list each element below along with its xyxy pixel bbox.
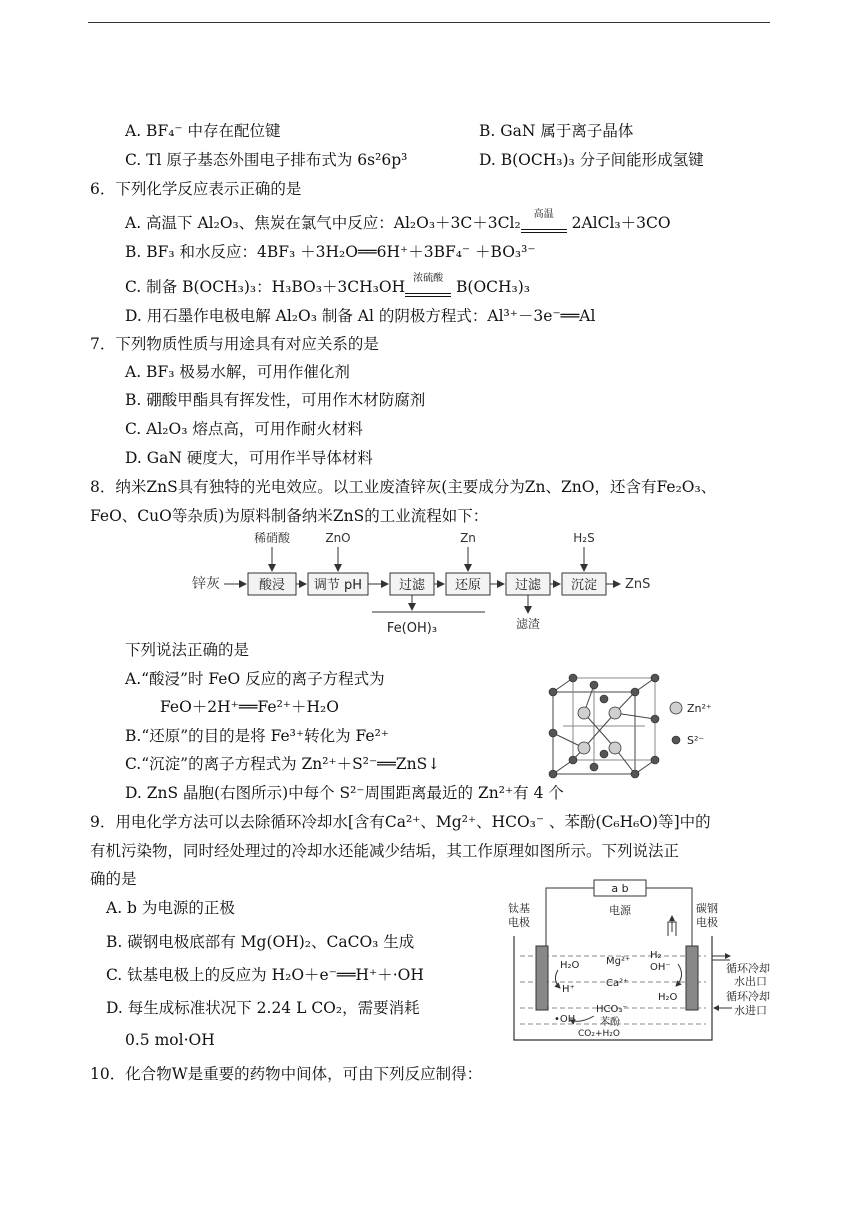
flow-box-label-3: 过滤 bbox=[398, 578, 426, 593]
q7-option-d: D. GaN 硬度大，可用作半导体材料 bbox=[125, 449, 373, 467]
legend-s-label: S²⁻ bbox=[687, 734, 705, 747]
flow-end: ZnS bbox=[625, 577, 651, 592]
reagent-zn: Zn bbox=[460, 531, 476, 545]
flow-box-label-1: 酸浸 bbox=[258, 578, 286, 593]
q8-flow-diagram bbox=[180, 530, 670, 640]
right-electrode-label-2: 电极 bbox=[696, 916, 718, 929]
q8-stem-line1: 8．纳米ZnS具有独特的光电效应。以工业废渣锌灰(主要成分为Zn、ZnO，还含有Fe₂O₃、 bbox=[90, 478, 717, 496]
q9-cell-diagram bbox=[500, 876, 800, 1048]
species-oh-radical: •OH bbox=[554, 1014, 576, 1025]
q6-option-c bbox=[125, 273, 531, 297]
species-co2: CO₂+H₂O bbox=[578, 1029, 620, 1039]
flow-start: 锌灰 bbox=[192, 576, 220, 592]
flow-box-label-5: 过滤 bbox=[514, 578, 542, 593]
species-h-plus: H⁺ bbox=[562, 984, 575, 995]
species-h2: H₂ bbox=[650, 950, 662, 961]
left-electrode-label-1: 钛基 bbox=[508, 902, 530, 915]
q6-stem: 6．下列化学反应表示正确的是 bbox=[90, 180, 302, 198]
species-mg: Mg²⁺ bbox=[606, 956, 631, 967]
q5-option-a: A. BF₄⁻ 中存在配位键 bbox=[125, 122, 281, 140]
q6-option-b: B. BF₃ 和水反应：4BF₃ ＋3H₂O══6H⁺＋3BF₄⁻ ＋BO₃³⁻ bbox=[125, 243, 536, 261]
q5-option-d: D. B(OCH₃)₃ 分子间能形成氢键 bbox=[479, 151, 704, 169]
titanium-electrode bbox=[536, 946, 548, 1010]
q9-option-a: A. b 为电源的正极 bbox=[106, 899, 235, 917]
q9-option-d-line1: D. 每生成标准状况下 2.24 L CO₂，需要消耗 bbox=[106, 999, 420, 1017]
q6-c-arrow bbox=[405, 273, 451, 297]
q6-c-right: B(OCH₃)₃ bbox=[451, 278, 531, 296]
q6-c-condition: 浓硫酸 bbox=[413, 273, 444, 284]
q6-c-left: C. 制备 B(OCH₃)₃：H₃BO₃＋3CH₃OH bbox=[125, 278, 406, 296]
q8-option-a-line1: A.“酸浸”时 FeO 反应的离子方程式为 bbox=[125, 670, 385, 688]
species-ca: Ca²⁺ bbox=[606, 978, 629, 989]
power-terminals: a b bbox=[611, 882, 629, 895]
left-electrode-label-2: 电极 bbox=[508, 916, 530, 929]
q9-option-c: C. 钛基电极上的反应为 H₂O＋e⁻══H⁺＋·OH bbox=[106, 966, 424, 984]
species-phenol: 苯酚 bbox=[600, 1017, 620, 1028]
outlet-label-2: 水出口 bbox=[734, 975, 767, 988]
q9-stem-line1: 9．用电化学方法可以去除循环冷却水[含有Ca²⁺、Mg²⁺、HCO₃⁻ 、苯酚(C₆H₆O)等]中的 bbox=[90, 813, 711, 831]
zns-unit-cell bbox=[545, 672, 735, 782]
q8-option-a-line2: FeO＋2H⁺══Fe²⁺＋H₂O bbox=[160, 698, 339, 716]
reagent-nitric-acid: 稀硝酸 bbox=[253, 531, 291, 545]
q7-option-b: B. 硼酸甲酯具有挥发性，可用作木材防腐剂 bbox=[125, 391, 426, 409]
outlet-label-1: 循环冷却 bbox=[726, 962, 770, 975]
q5-option-b: B. GaN 属于离子晶体 bbox=[479, 122, 634, 140]
output-residue: 滤渣 bbox=[515, 617, 541, 631]
q6-a-left: A. 高温下 Al₂O₃、焦炭在氯气中反应：Al₂O₃＋3C＋3Cl₂ bbox=[125, 214, 521, 232]
q6-a-condition: 高温 bbox=[533, 209, 554, 220]
q9-stem-line3: 确的是 bbox=[90, 870, 137, 888]
q6-a-arrow bbox=[521, 209, 567, 233]
q8-prompt: 下列说法正确的是 bbox=[125, 641, 250, 659]
species-h2o-right: H₂O bbox=[658, 992, 678, 1003]
output-fe-oh3: Fe(OH)₃ bbox=[386, 621, 438, 636]
flow-box-label-2: 调节 pH bbox=[313, 578, 363, 593]
legend-s-swatch bbox=[672, 736, 680, 744]
reagent-h2s: H₂S bbox=[573, 531, 595, 545]
species-h2o-left: H₂O bbox=[560, 960, 580, 971]
q10-stem: 10．化合物W是重要的药物中间体，可由下列反应制得： bbox=[90, 1065, 483, 1083]
carbon-steel-electrode bbox=[686, 946, 698, 1010]
q6-option-a bbox=[125, 209, 671, 233]
q6-option-d: D. 用石墨作电极电解 Al₂O₃ 制备 Al 的阴极方程式：Al³⁺－3e⁻══Al bbox=[125, 307, 596, 325]
q9-stem-line2: 有机污染物，同时经处理过的冷却水还能减少结垢，其工作原理如图所示。下列说法正 bbox=[90, 842, 680, 860]
header-rule bbox=[88, 22, 770, 23]
species-oh-minus: OH⁻ bbox=[650, 962, 671, 973]
legend-zn-swatch bbox=[670, 702, 682, 714]
q8-option-d: D. ZnS 晶胞(右图所示)中每个 S²⁻周围距离最近的 Zn²⁺有 4 个 bbox=[125, 784, 564, 802]
q7-option-c: C. Al₂O₃ 熔点高，可用作耐火材料 bbox=[125, 420, 363, 438]
flow-box-label-4: 还原 bbox=[454, 578, 482, 593]
power-label: 电源 bbox=[609, 904, 631, 917]
flow-box-label-6: 沉淀 bbox=[570, 578, 598, 593]
q8-option-b: B.“还原”的目的是将 Fe³⁺转化为 Fe²⁺ bbox=[125, 727, 389, 745]
legend-zn-label: Zn²⁺ bbox=[687, 702, 712, 715]
q6-a-right: 2AlCl₃＋3CO bbox=[566, 214, 671, 232]
reagent-zno: ZnO bbox=[325, 531, 351, 545]
q9-option-d-line2: 0.5 mol·OH bbox=[125, 1031, 215, 1049]
q7-option-a: A. BF₃ 极易水解，可用作催化剂 bbox=[125, 363, 350, 381]
q9-option-b: B. 碳钢电极底部有 Mg(OH)₂、CaCO₃ 生成 bbox=[106, 933, 415, 951]
inlet-label-1: 循环冷却 bbox=[726, 990, 770, 1003]
q8-stem-line2: FeO、CuO等杂质)为原料制备纳米ZnS的工业流程如下： bbox=[90, 507, 489, 525]
q8-option-c: C.“沉淀”的离子方程式为 Zn²⁺＋S²⁻══ZnS↓ bbox=[125, 755, 441, 773]
q5-option-c: C. Tl 原子基态外围电子排布式为 6s²6p³ bbox=[125, 151, 408, 169]
species-hco3: HCO₃⁻ bbox=[596, 1004, 628, 1015]
right-electrode-label-1: 碳钢 bbox=[696, 902, 718, 915]
inlet-label-2: 水进口 bbox=[734, 1004, 767, 1017]
q7-stem: 7．下列物质性质与用途具有对应关系的是 bbox=[90, 335, 379, 353]
